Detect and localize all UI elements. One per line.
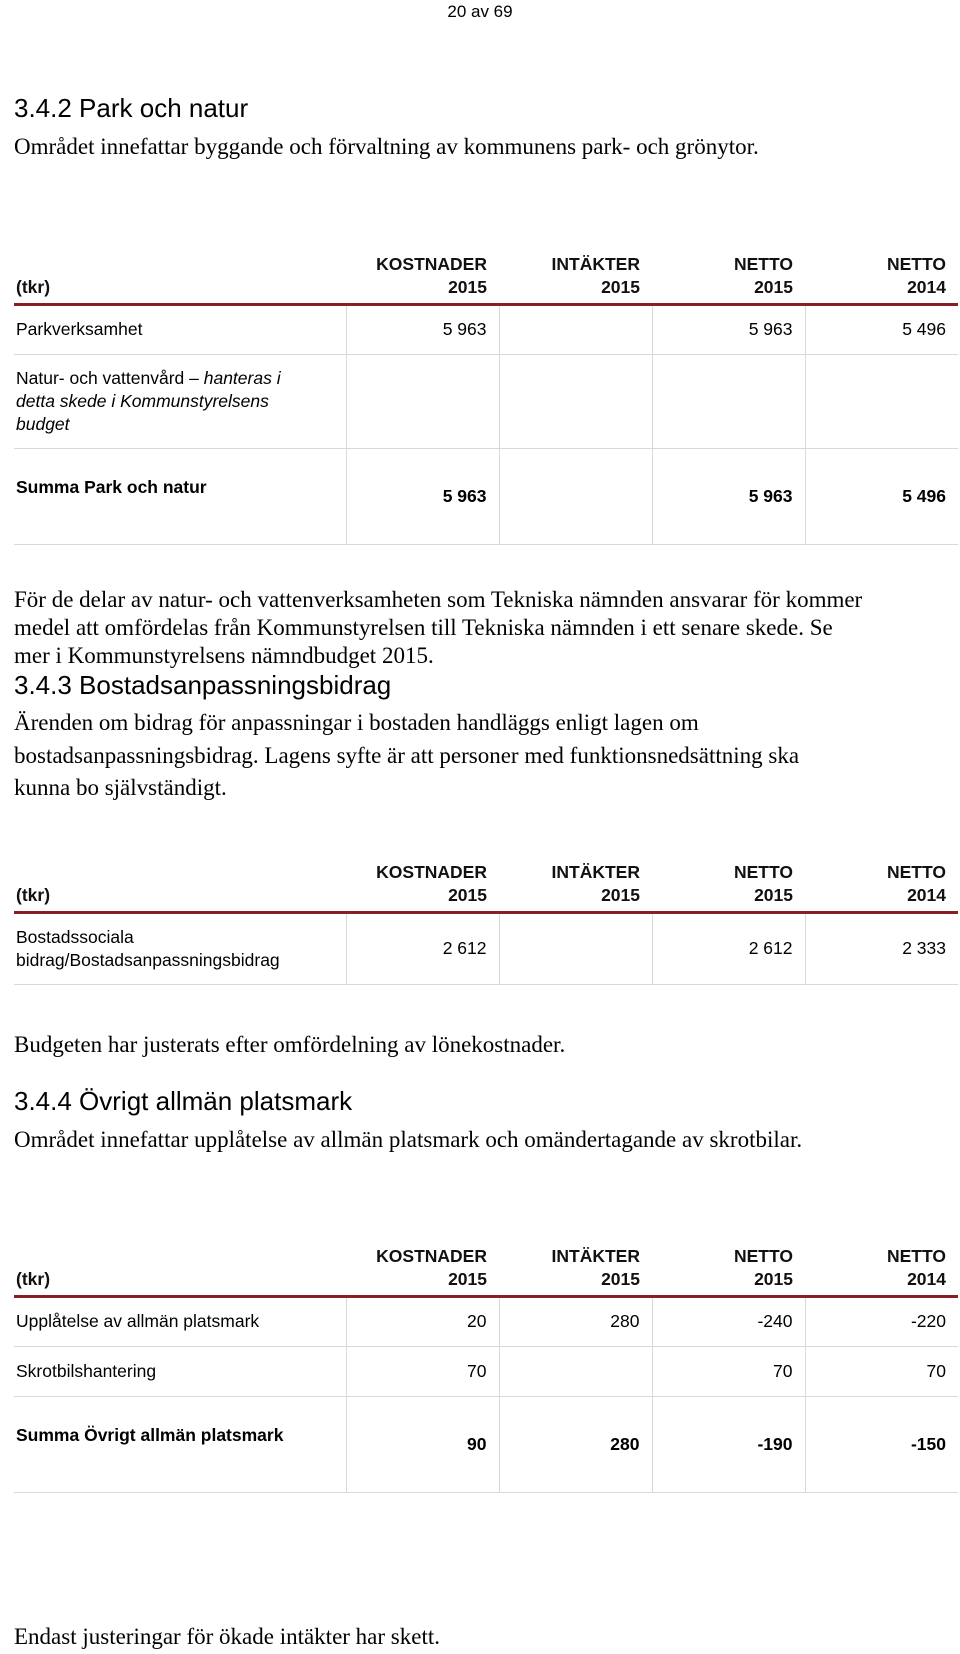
- col-netto-2015: NETTO 2015: [652, 834, 805, 912]
- section-intro-park: Området innefattar byggande och förvaltning av kommunens park- och grönytor.: [14, 134, 759, 159]
- cell-value: 2 612: [652, 912, 805, 984]
- row-label: Summa Övrigt allmän platsmark: [14, 1396, 346, 1492]
- cell-value: [346, 354, 499, 448]
- cell-value: [499, 912, 652, 984]
- col-intakter-2015: INTÄKTER 2015: [499, 834, 652, 912]
- table-row: [14, 1346, 958, 1396]
- cell-value: 5 963: [652, 448, 805, 544]
- row-label: Parkverksamhet: [14, 304, 346, 354]
- cell-value: 5 963: [346, 304, 499, 354]
- section-heading-bostadsanpassning: 3.4.3 Bostadsanpassningsbidrag: [14, 670, 392, 700]
- row-label: Upplåtelse av allmän platsmark: [14, 1296, 346, 1346]
- table-park-och-natur: [14, 226, 958, 545]
- cell-value: [805, 354, 958, 448]
- col-kostnader-2015: KOSTNADER 2015: [346, 226, 499, 304]
- table-row-total: [14, 448, 958, 544]
- cell-value: 5 496: [805, 304, 958, 354]
- row-label: Skrotbilshantering: [14, 1346, 346, 1396]
- col-netto-2014: NETTO 2014: [805, 1218, 958, 1296]
- col-netto-2014: NETTO 2014: [805, 834, 958, 912]
- section-heading-platsmark: 3.4.4 Övrigt allmän platsmark: [14, 1086, 353, 1116]
- table-row-total: [14, 1396, 958, 1492]
- cell-value: [499, 1346, 652, 1396]
- unit-label: (tkr): [14, 226, 346, 304]
- section-intro-platsmark: Området innefattar upplåtelse av allmän platsmark och omändertagande av skrotbilar.: [14, 1127, 803, 1152]
- cell-value: 280: [499, 1396, 652, 1492]
- cell-value: 2 612: [346, 912, 499, 984]
- cell-value: -240: [652, 1296, 805, 1346]
- col-intakter-2015: INTÄKTER 2015: [499, 1218, 652, 1296]
- cell-value: 90: [346, 1396, 499, 1492]
- col-intakter-2015: INTÄKTER 2015: [499, 226, 652, 304]
- table-row: [14, 354, 958, 448]
- unit-label: (tkr): [14, 834, 346, 912]
- cell-value: -150: [805, 1396, 958, 1492]
- row-label: Bostadssociala bidrag/Bostadsanpassningsbidrag: [14, 912, 346, 984]
- cell-value: -220: [805, 1296, 958, 1346]
- cell-value: 70: [805, 1346, 958, 1396]
- unit-label: (tkr): [14, 1218, 346, 1296]
- table-header-row: [14, 226, 958, 304]
- cell-value: [499, 304, 652, 354]
- cell-value: 70: [346, 1346, 499, 1396]
- row-label: Summa Park och natur: [14, 448, 346, 544]
- section-intro-bostadsanpassning: Ärenden om bidrag för anpassningar i bostaden handläggs enligt lagen om bostadsanpassningsbidrag. Lagens syfte är att personer med funktionsnedsättning ska kunna bo självständigt.: [14, 710, 800, 800]
- page-number: 20 av 69: [447, 2, 513, 21]
- col-kostnader-2015: KOSTNADER 2015: [346, 834, 499, 912]
- table-bostadsanpassning: [14, 834, 958, 985]
- table-row: [14, 304, 958, 354]
- section-after-park: För de delar av natur- och vattenverksamheten som Tekniska nämnden ansvarar för kommer medel att omfördelas från Kommunstyrelsen till Tekniska nämnden i ett senare skede. Se mer i Kommunstyrelsens nämndbudget 2015.: [14, 587, 863, 668]
- cell-value: 5 963: [652, 304, 805, 354]
- section-after-bostadsanpassning: Budgeten har justerats efter omfördelning av lönekostnader.: [14, 1032, 566, 1057]
- cell-value: 20: [346, 1296, 499, 1346]
- cell-value: 280: [499, 1296, 652, 1346]
- col-netto-2015: NETTO 2015: [652, 226, 805, 304]
- section-heading-park: 3.4.2 Park och natur: [14, 93, 249, 123]
- section-after-platsmark: Endast justeringar för ökade intäkter har skett.: [14, 1624, 440, 1649]
- cell-value: 70: [652, 1346, 805, 1396]
- col-netto-2015: NETTO 2015: [652, 1218, 805, 1296]
- row-label: Natur- och vattenvård – hanteras i detta skede i Kommunstyrelsens budget: [14, 354, 346, 448]
- cell-value: -190: [652, 1396, 805, 1492]
- table-header-row: [14, 834, 958, 912]
- cell-value: [499, 448, 652, 544]
- table-row: [14, 1296, 958, 1346]
- col-netto-2014: NETTO 2014: [805, 226, 958, 304]
- table-header-row: [14, 1218, 958, 1296]
- cell-value: 2 333: [805, 912, 958, 984]
- cell-value: 5 496: [805, 448, 958, 544]
- cell-value: [499, 354, 652, 448]
- cell-value: 5 963: [346, 448, 499, 544]
- table-row: [14, 912, 958, 984]
- cell-value: [652, 354, 805, 448]
- col-kostnader-2015: KOSTNADER 2015: [346, 1218, 499, 1296]
- table-ovrigt-allman-platsmark: [14, 1218, 958, 1493]
